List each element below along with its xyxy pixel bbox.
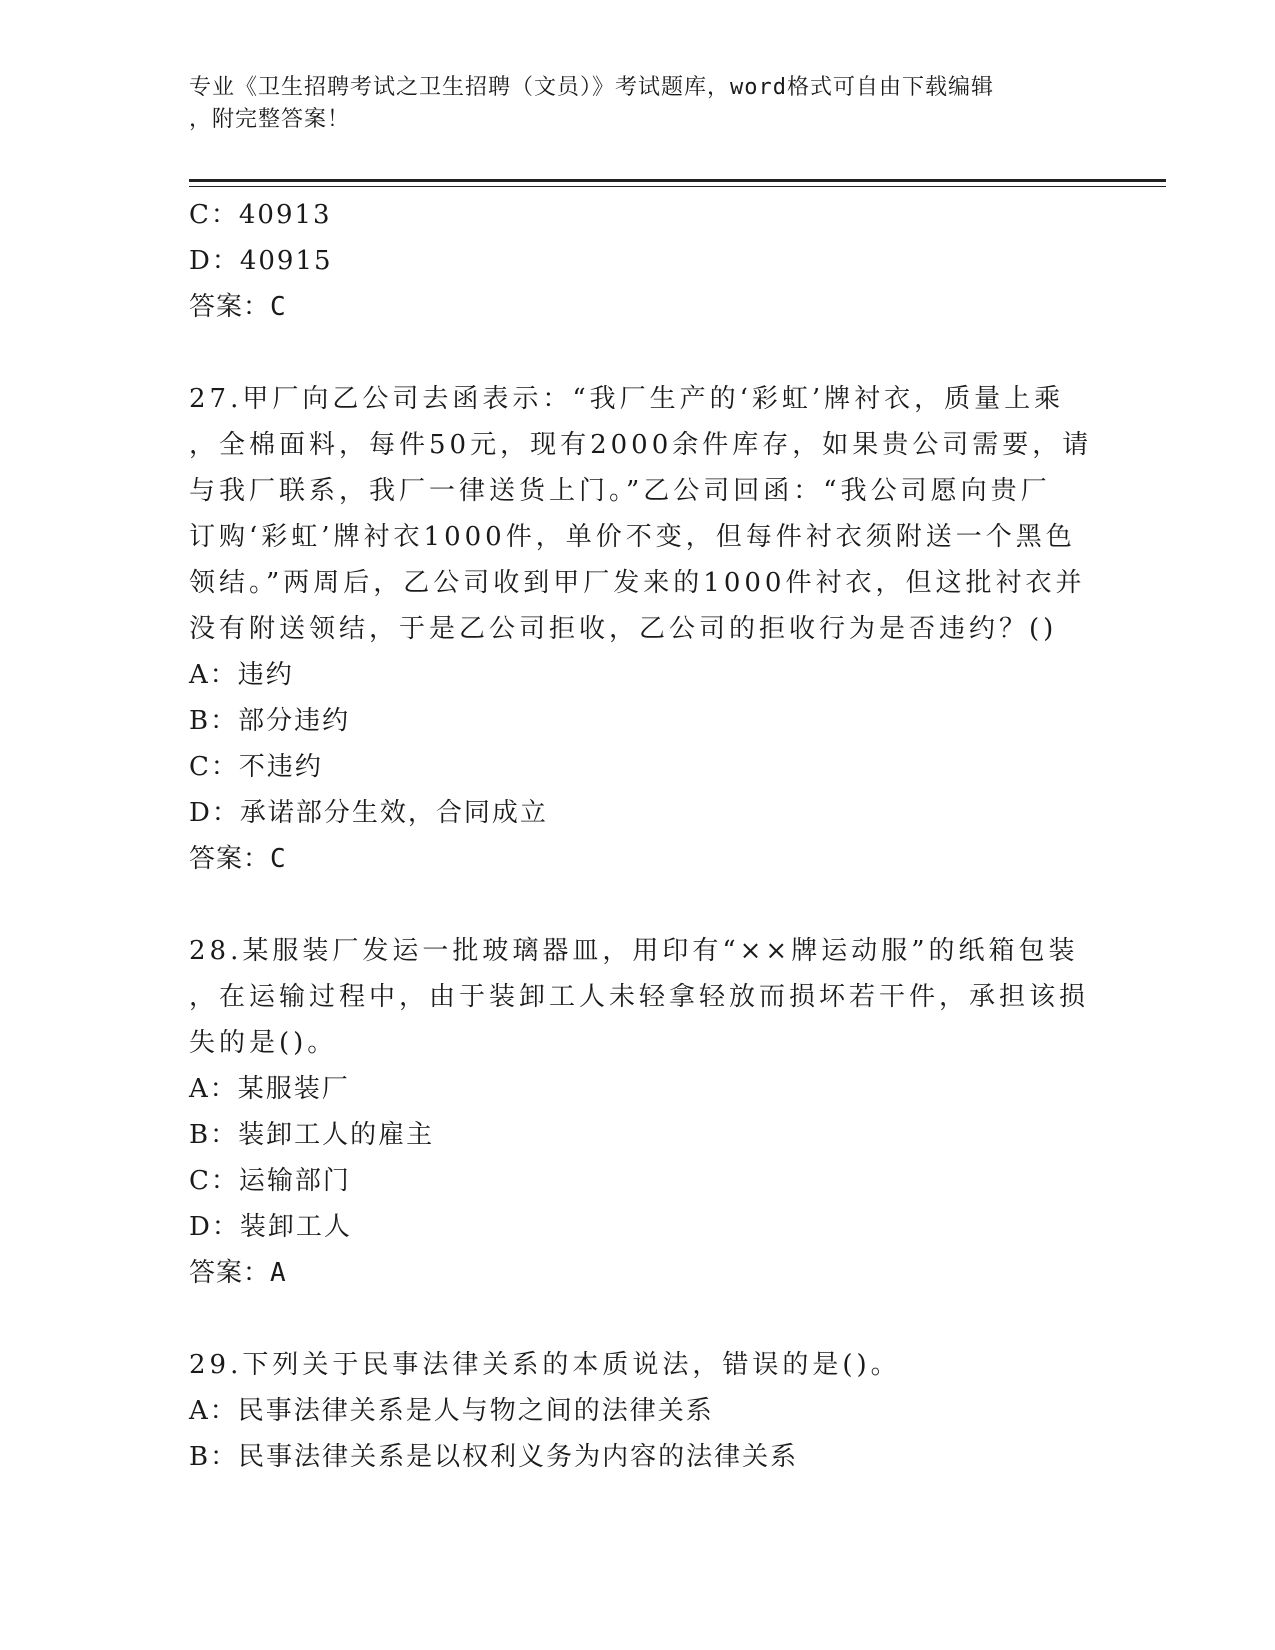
prev-question: [189, 192, 1089, 330]
question-line: ，全棉面料，每件50元，现有2000余件库存，如果贵公司需要，请: [189, 430, 1093, 460]
option-d: D：装卸工人: [189, 1212, 352, 1242]
question-line: 27.甲厂向乙公司去函表示：“我厂生产的‘彩虹’牌衬衣，质量上乘: [189, 384, 1065, 414]
question-line: 29.下列关于民事法律关系的本质说法，错误的是()。: [189, 1350, 901, 1380]
document-body: [189, 192, 1093, 1480]
question-line: 28.某服装厂发运一批玻璃器皿，用印有“××牌运动服”的纸箱包装: [189, 936, 1079, 966]
option-b: B：装卸工人的雇主: [189, 1120, 435, 1150]
header-line-1: 专业《卫生招聘考试之卫生招聘（文员）》考试题库，word格式可自由下载编辑: [189, 75, 994, 100]
header-divider-thick: [189, 179, 1166, 182]
question-line: 订购‘彩虹’牌衬衣1000件，单价不变，但每件衬衣须附送一个黑色: [189, 522, 1076, 552]
question-line: 失的是()。: [189, 1028, 338, 1058]
option-c: C：运输部门: [189, 1166, 351, 1196]
question-line: 与我厂联系，我厂一律送货上门。”乙公司回函：“我公司愿向贵厂: [189, 476, 1051, 506]
document-header: [189, 72, 1089, 136]
question-text: [189, 928, 1089, 1066]
answer: 答案：C: [189, 844, 287, 874]
question-28: [189, 928, 1089, 1296]
option-d: D：承诺部分生效，合同成立: [189, 798, 548, 828]
question-27: [189, 376, 1093, 882]
question-text: [189, 376, 1093, 652]
option-a: A：民事法律关系是人与物之间的法律关系: [189, 1396, 714, 1426]
answer: 答案：A: [189, 1258, 287, 1288]
question-line: ，在运输过程中，由于装卸工人未轻拿轻放而损坏若干件，承担该损: [189, 982, 1090, 1012]
header-line-2: ，附完整答案！: [189, 107, 351, 132]
option-c: C：40913: [189, 200, 332, 230]
question-line: 没有附送领结，于是乙公司拒收，乙公司的拒收行为是否违约？(): [189, 614, 1058, 644]
option-a: A：违约: [189, 660, 294, 690]
answer: 答案：C: [189, 292, 287, 322]
option-b: B：部分违约: [189, 706, 351, 736]
option-d: D：40915: [189, 246, 333, 276]
option-b: B：民事法律关系是以权利义务为内容的法律关系: [189, 1442, 799, 1472]
option-a: A：某服装厂: [189, 1074, 350, 1104]
question-text: [189, 1342, 1089, 1388]
header-divider-thin: [189, 186, 1166, 187]
question-line: 领结。”两周后，乙公司收到甲厂发来的1000件衬衣，但这批衬衣并: [189, 568, 1086, 598]
question-29: [189, 1342, 1089, 1480]
option-c: C：不违约: [189, 752, 323, 782]
